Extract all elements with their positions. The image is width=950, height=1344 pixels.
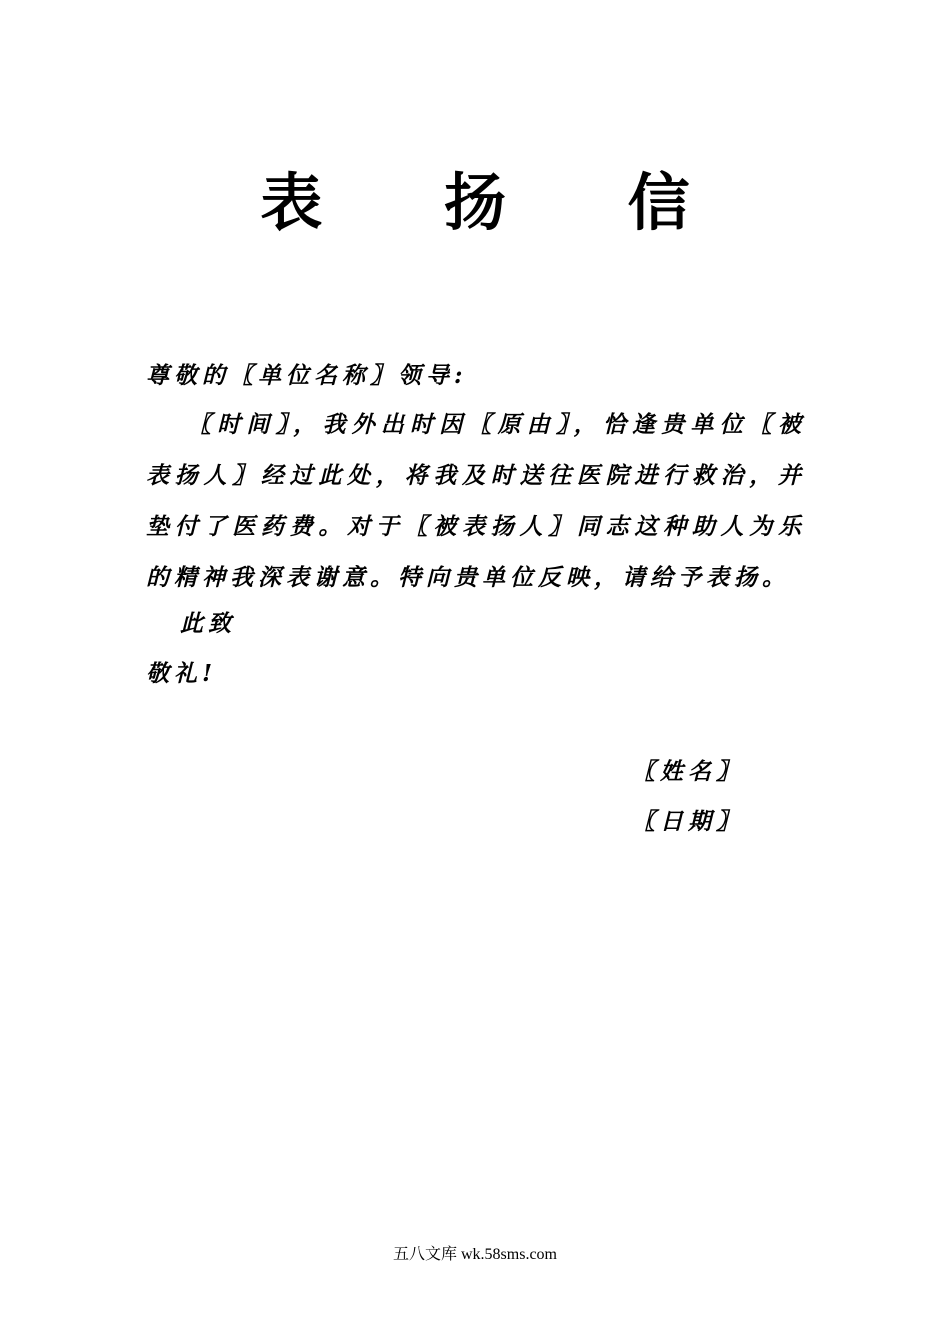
closing-respectfully: 此致 <box>180 610 236 637</box>
signature-date: 〖日期〗 <box>632 808 744 835</box>
signature-name: 〖姓名〗 <box>632 758 744 785</box>
footer-watermark: 五八文库 wk.58sms.com <box>392 1246 557 1263</box>
closing-salute: 敬礼! <box>146 660 218 687</box>
salutation: 尊敬的〖单位名称〗领导: <box>146 362 468 389</box>
body-paragraph: 〖时间〗，我外出时因〖原由〗，恰逢贵单位〖被表扬人〗经过此处，将我及时送往医院进行救治，并垫付了医药费。对于〖被表扬人〗同志这种助人为乐的精神我深表谢意。特向贵单位反映，请给予表扬。 <box>146 411 806 591</box>
document-title: 表 扬 信 <box>260 166 740 239</box>
